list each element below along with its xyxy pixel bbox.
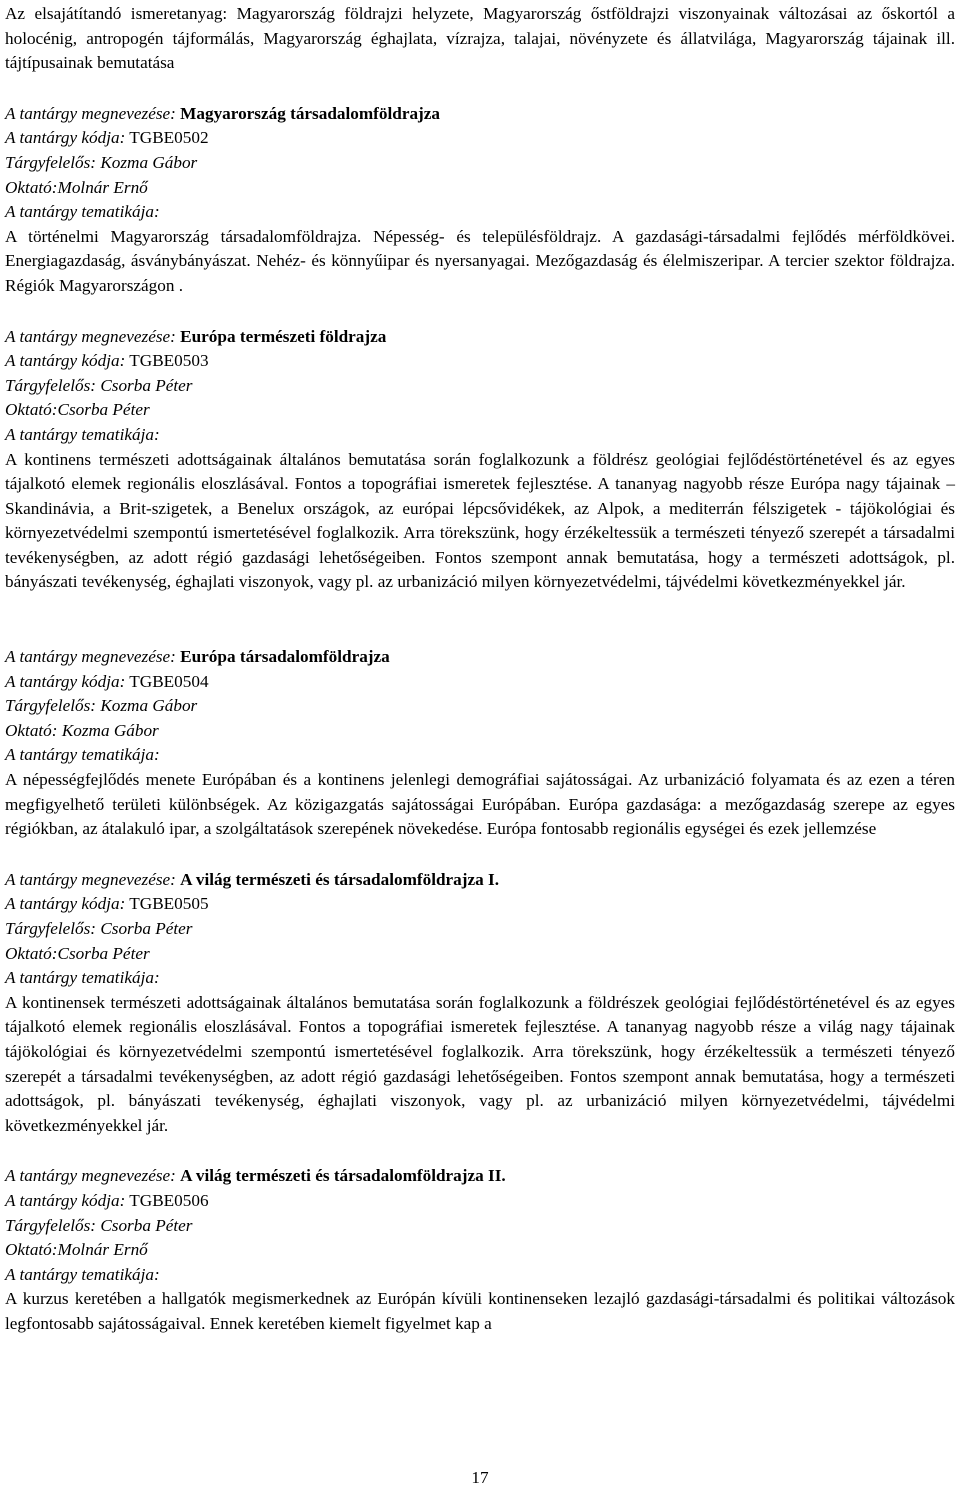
- course-responsible: Csorba Péter: [100, 919, 193, 938]
- course-name-line: [5, 325, 955, 350]
- course-name-line: [5, 1164, 955, 1189]
- course-topics-label: A tantárgy tematikája:: [5, 424, 160, 444]
- course-code: TGBE0506: [129, 1190, 209, 1210]
- course-block: [5, 1164, 955, 1336]
- course-topics: A kontinensek természeti adottságainak általános bemutatása során foglalkozunk a földrészek geológiai fejlődéstörténetével és az egyes tájalkotó elemek regionális eloszlásával. Fontos a topográfiai ismeretek fejlesztése. A tananyag nagyobb része a világ nagy tájainak tájökológiai és környezetvédelmi szempontú ismertetésével foglalkozik. Arra törekszünk, hogy érzékeltessük a természeti tényező szerepét a társadalmi tevékenységben, az adott régió gazdasági lehetőségeiben. Fontos szempont annak bemutatása, hogy a természeti adottságok, pl. bányászati tevékenység, éghajlati viszonyok, vagy pl. az urbanizáció milyen környezetvédelmi, tájvédelmi következményekkel jár.: [5, 992, 955, 1135]
- course-topics: A történelmi Magyarország társadalomföldrajza. Népesség- és településföldrajz. A gazdasági-társadalmi fejlődés mérföldkövei. Energiagazdaság, ásványbányászat. Nehéz- és könnyűipar és nyersanyagai. Mezőgazdaság és élelmiszeripar. A tercier szektor földrajza. Régiók Magyarországon .: [5, 226, 955, 295]
- course-name-label: A tantárgy megnevezése:: [5, 1166, 176, 1186]
- course-name-line: [5, 645, 955, 670]
- course-name: Európa társadalomföldrajza: [180, 647, 390, 667]
- course-teacher-label: Oktató:: [5, 177, 58, 197]
- course-topics-label: A tantárgy tematikája:: [5, 745, 160, 765]
- course-responsible: Kozma Gábor: [100, 152, 198, 172]
- course-teacher-line: [5, 398, 955, 423]
- intro-paragraph: Az elsajátítandó ismeretanyag: Magyarország földrajzi helyzete, Magyarország őstföldrajzi viszonyainak változásai az őskortól a holocénig, antropogén tájformálás, Magyarország éghajlata, vízrajza, talajai, növényzete és állatvilága, Magyarország tájainak ill. tájtípusainak bemutatása: [5, 4, 955, 73]
- course-responsible-label: Tárgyfelelős:: [5, 152, 97, 172]
- course-name-label: A tantárgy megnevezése:: [5, 869, 176, 889]
- course-teacher-label: Oktató:: [5, 1240, 58, 1260]
- course-topics-label: A tantárgy tematikája:: [5, 202, 160, 222]
- course-topics: A kontinens természeti adottságainak általános bemutatása során foglalkozunk a földrész geológiai fejlődéstörténetével és az egyes tájalkotó elemek regionális eloszlásával. Fontos a topográfiai ismeretek fejlesztése. A tananyag nagyobb része Európa nagy tájainak – Skandinávia, a Brit-szigetek, a Benelux országok, az európai lépcsővidékek, az Alpok, a mediterrán félszigetek - tájökológiai és környezetvédelmi szempontú ismertetésével foglalkozik. Arra törekszünk, hogy érzékeltessük a természeti tényező szerepét a társadalmi tevékenységben, az adott régió gazdasági lehetőségeiben. Fontos szempont annak bemutatása, hogy a természeti adottságok, pl. bányászati tevékenység, éghajlati viszonyok, vagy pl. az urbanizáció milyen környezetvédelmi, tájvédelmi következményekkel jár.: [5, 449, 955, 592]
- course-teacher-line: [5, 176, 955, 201]
- course-block: [5, 868, 955, 1139]
- course-code-label: A tantárgy kódja:: [5, 894, 126, 914]
- course-code-label: A tantárgy kódja:: [5, 1190, 126, 1210]
- course-name-line: [5, 102, 955, 127]
- course-responsible: Csorba Péter: [100, 375, 193, 395]
- course-responsible-label: Tárgyfelelős:: [5, 1215, 97, 1235]
- course-block: [5, 102, 955, 299]
- course-responsible: Csorba Péter: [100, 1215, 193, 1235]
- course-code: TGBE0505: [129, 894, 209, 914]
- course-teacher: Molnár Ernő: [57, 177, 148, 197]
- course-name: A világ természeti és társadalomföldrajza II.: [180, 1166, 506, 1186]
- course-code-line: [5, 126, 955, 151]
- course-teacher: Csorba Péter: [57, 400, 150, 420]
- course-teacher-label: Oktató:: [5, 720, 58, 740]
- course-responsible-label: Tárgyfelelős:: [5, 375, 97, 395]
- course-responsible-line: [5, 694, 955, 719]
- course-code-line: [5, 670, 955, 695]
- course-code-line: [5, 349, 955, 374]
- course-teacher-line: [5, 719, 955, 744]
- course-name-label: A tantárgy megnevezése:: [5, 326, 176, 346]
- course-responsible-line: [5, 374, 955, 399]
- course-name-label: A tantárgy megnevezése:: [5, 647, 176, 667]
- course-name: Magyarország társadalomföldrajza: [180, 103, 440, 123]
- page-number: 17: [471, 1468, 489, 1487]
- course-code: TGBE0502: [129, 128, 209, 148]
- course-name: Európa természeti földrajza: [180, 326, 387, 346]
- course-responsible-line: [5, 151, 955, 176]
- course-teacher-label: Oktató:: [5, 400, 58, 420]
- course-code-line: [5, 1189, 955, 1214]
- course-teacher-label: Oktató:: [5, 943, 58, 963]
- course-teacher-line: [5, 942, 955, 967]
- course-code: TGBE0503: [129, 351, 209, 371]
- course-name-label: A tantárgy megnevezése:: [5, 103, 176, 123]
- course-topics: A kurzus keretében a hallgatók megismerkednek az Európán kívüli kontinenseken lezajló gazdasági-társadalmi és politikai változások legfontosabb sajátosságaival. Ennek keretében kiemelt figyelmet kap a: [5, 1289, 955, 1333]
- course-teacher-line: [5, 1238, 955, 1263]
- course-responsible: Kozma Gábor: [100, 696, 198, 716]
- course-code-line: [5, 892, 955, 917]
- course-responsible-label: Tárgyfelelős:: [5, 919, 97, 938]
- course-name: A világ természeti és társadalomföldrajza I.: [180, 869, 499, 889]
- course-code-label: A tantárgy kódja:: [5, 351, 126, 371]
- course-code-label: A tantárgy kódja:: [5, 128, 126, 148]
- course-topics-label: A tantárgy tematikája:: [5, 968, 160, 988]
- course-block: [5, 325, 955, 596]
- course-teacher: Kozma Gábor: [57, 720, 159, 740]
- course-responsible-label: Tárgyfelelős:: [5, 696, 97, 716]
- course-responsible-line: [5, 917, 955, 942]
- course-code-label: A tantárgy kódja:: [5, 671, 126, 691]
- course-teacher: Csorba Péter: [57, 943, 150, 963]
- course-topics: A népességfejlődés menete Európában és a kontinens jelenlegi demográfiai sajátosságai. Az urbanizáció folyamata és az ezen a téren megfigyelhető területi különbségek. Az közigazgatás sajátosságai Európában. Európa gazdasága: a mezőgazdaság szerepe az egyes régiókban, az átalakuló ipar, a szolgáltatások szerepének növekedése. Európa fontosabb regionális egységei és ezek jellemzése: [5, 770, 955, 839]
- course-topics-label: A tantárgy tematikája:: [5, 1264, 160, 1284]
- course-teacher: Molnár Ernő: [57, 1240, 148, 1260]
- course-block: [5, 645, 955, 842]
- course-name-line: [5, 868, 955, 893]
- course-code: TGBE0504: [129, 671, 209, 691]
- course-responsible-line: [5, 1214, 955, 1239]
